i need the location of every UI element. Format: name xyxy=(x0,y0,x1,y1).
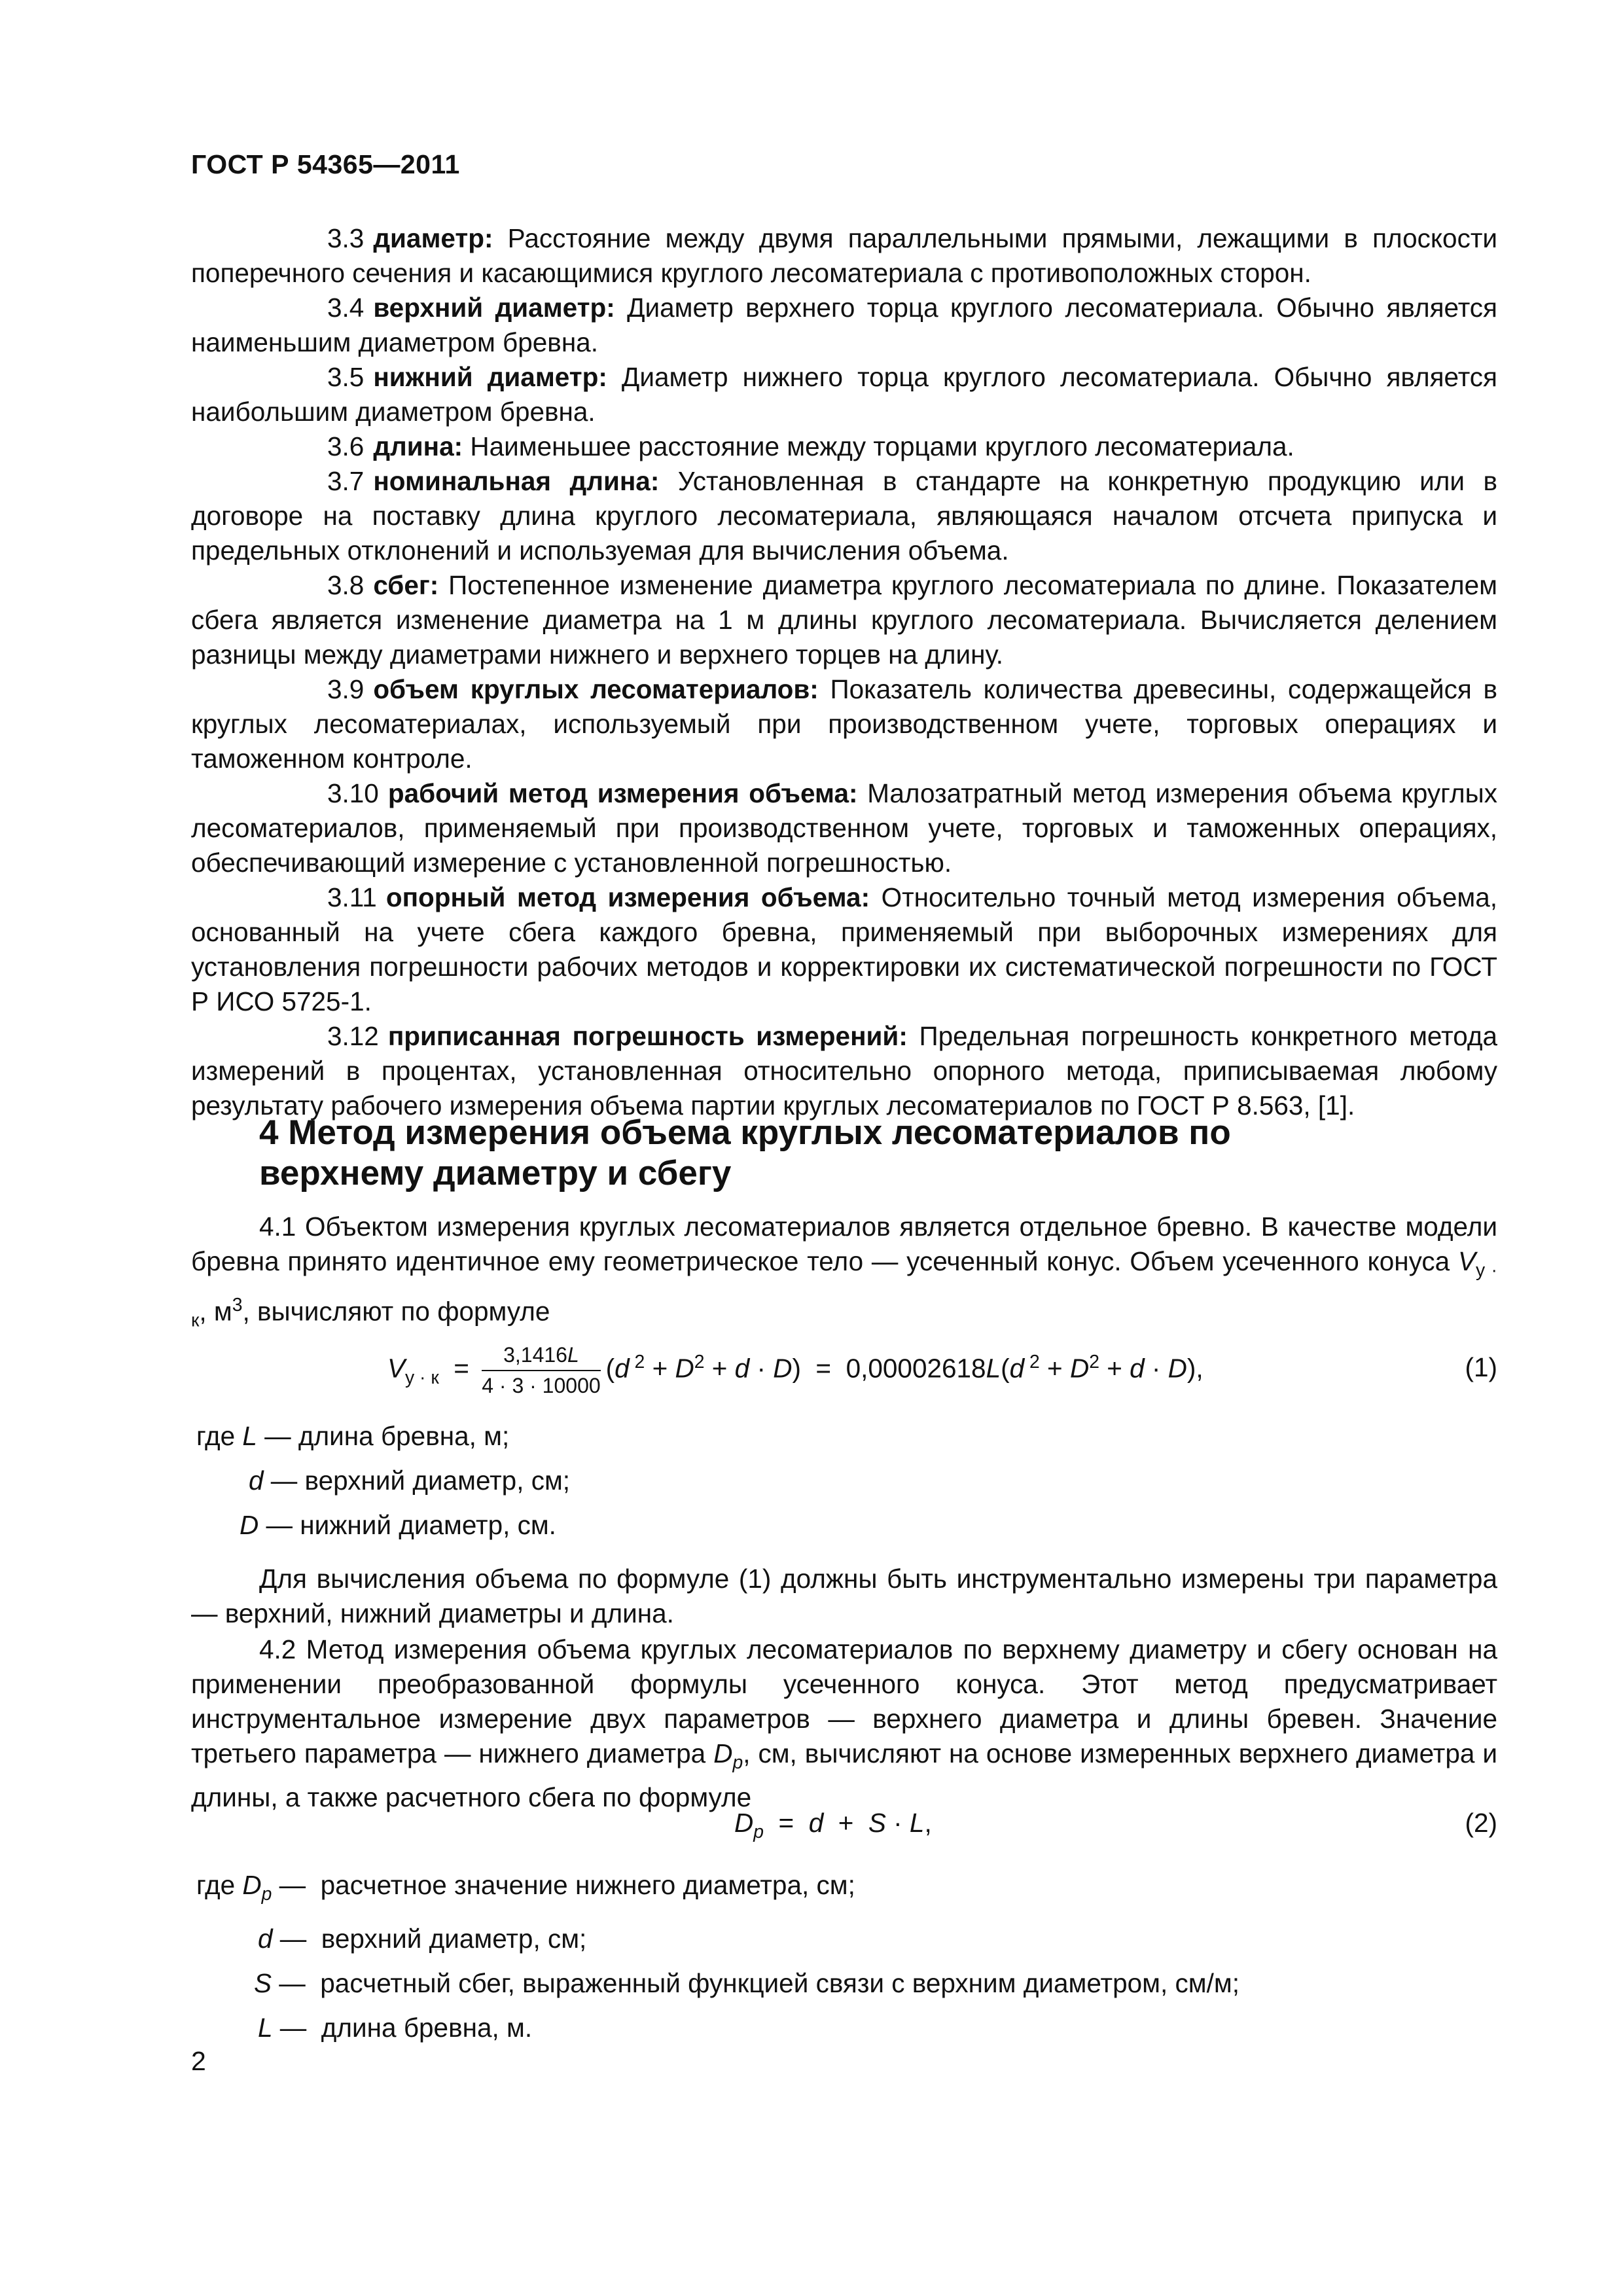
equation-number-2: (2) xyxy=(1465,1808,1497,1838)
paragraph-calc: Для вычисления объема по формуле (1) должны быть инструментально измерены три параметра — верхний, нижний диаметры и длина. xyxy=(191,1564,1497,1628)
definition-text: Предельная погрешность конкретного метода измерений в процентах, установленная относительно опорного метода, приписываемая любому результату рабочего измерения объема партии круглых лесоматериалов по ГОСТ Р 8.563, [1]. xyxy=(191,1021,1497,1121)
paragraph-4-2: 4.2 Метод измерения объема круглых лесоматериалов по верхнему диаметру и сбегу основан на применении преобразованной формулы усеченного конуса. Этот метод предусматривает инструментальное измерение двух параметров — верхнего диаметра и длины бревен. Значение третьего параметра — нижнего диаметра $D_p$, см, вычисляют на основе измеренных верхнего диаметра и длины, а также расчетного сбега по формуле xyxy=(191,1634,1497,1813)
equation-number-1: (1) xyxy=(1465,1352,1497,1382)
definition-text: Показатель количества древесины, содержащейся в круглых лесоматериалах, используемый при производственном учете, торговых операциях и таможенном контроле. xyxy=(191,674,1497,774)
formula-1: $V_{у \cdot к}$ = $\frac{3,1416L}{4 \cdot 3 \cdot 10000}$ (d $^2 + D^2 + d \cdot D) = 0,00002618L(d$ $^2 + D^2 + d \cdot D$), (1) xyxy=(387,1343,1497,1397)
definition-term: диаметр: xyxy=(373,223,493,253)
definition-term: номинальная длина: xyxy=(373,466,660,496)
definition-term: объем круглых лесоматериалов: xyxy=(373,674,819,704)
definition-3-10 xyxy=(191,776,1497,880)
definition-term: длина: xyxy=(373,431,463,461)
definition-number: 3.12 xyxy=(327,1021,379,1051)
definition-3-3 xyxy=(191,221,1497,291)
definition-number: 3.10 xyxy=(327,778,379,808)
document-header: ГОСТ Р 54365—2011 xyxy=(191,149,460,179)
definition-text: Постепенное изменение диаметра круглого лесоматериала по длине. Показателем сбега является изменение диаметра на 1 м длины круглого лесоматериала. Вычисляется делением разницы между диаметрами нижнего и верхнего торцев на длину. xyxy=(191,570,1497,670)
definition-text: Диаметр верхнего торца круглого лесоматериала. Обычно является наименьшим диаметром бревна. xyxy=(191,293,1497,357)
definitions-list xyxy=(191,221,1497,1123)
formula-2-legend: где $D_p$ — расчетное значение нижнего диаметра, см; d — верхний диаметр, см; S — расчетный сбег, выраженный функцией связи с верхним диаметром, см/м; L — длина бревна, м. xyxy=(196,1870,1240,2043)
definition-number: 3.5 xyxy=(327,362,365,392)
definition-3-6 xyxy=(191,429,1497,464)
definition-term: нижний диаметр: xyxy=(373,362,607,392)
definition-3-8 xyxy=(191,568,1497,672)
definition-number: 3.3 xyxy=(327,223,365,253)
definition-text: Установленная в стандарте на конкретную продукцию или в договоре на поставку длина круглого лесоматериала, являющаяся началом отсчета припуска и предельных отклонений и используемая для вычисления объема. xyxy=(191,466,1497,565)
definition-3-4 xyxy=(191,291,1497,360)
formula-1-fraction: $\frac{3,1416L}{4 \cdot 3 \cdot 10000}$ xyxy=(482,1343,601,1397)
definition-number: 3.11 xyxy=(327,882,377,912)
definition-text: Относительно точный метод измерения объема, основанный на учете сбега каждого бревна, применяемый при выборочных измерениях для установления погрешности рабочих методов и корректировки их систематической погрешности по ГОСТ Р ИСО 5725-1. xyxy=(191,882,1497,1016)
paragraph-4-1: 4.1 Объектом измерения круглых лесоматериалов является отдельное бревно. В качестве модели бревна принято идентичное ему геометрическое тело — усеченный конус. Объем усеченного конуса $V_{у \cdot к}$, $м^3$, вычисляют по формуле xyxy=(191,1211,1497,1331)
definition-text: Наименьшее расстояние между торцами круглого лесоматериала. xyxy=(470,431,1294,461)
page-number: 2 xyxy=(191,2046,206,2076)
definition-3-9 xyxy=(191,672,1497,776)
definition-3-7 xyxy=(191,464,1497,568)
definition-number: 3.9 xyxy=(327,674,365,704)
definition-number: 3.4 xyxy=(327,293,365,323)
definition-number: 3.7 xyxy=(327,466,365,496)
definition-term: опорный метод измерения объема: xyxy=(385,882,870,912)
definition-number: 3.8 xyxy=(327,570,365,600)
definition-text: Малозатратный метод измерения объема круглых лесоматериалов, применяемый при производственном учете, торговых и таможенных операциях, обеспечивающий измерение с установленной погрешностью. xyxy=(191,778,1498,878)
definition-term: рабочий метод измерения объема: xyxy=(387,778,858,808)
definition-3-12 xyxy=(191,1019,1497,1123)
definition-term: приписанная погрешность измерений: xyxy=(387,1021,908,1051)
definition-3-5 xyxy=(191,360,1497,429)
definition-text: Диаметр нижнего торца круглого лесоматериала. Обычно является наибольшим диаметром бревна. xyxy=(191,362,1497,427)
formula-1-legend: где L — длина бревна, м; d — верхний диаметр, см; D — нижний диаметр, см. xyxy=(196,1421,571,1540)
definition-3-11 xyxy=(191,880,1497,1019)
definition-text: Расстояние между двумя параллельными прямыми, лежащими в плоскости поперечного сечения и касающимися круглого лесоматериала с противоположных сторон. xyxy=(191,223,1497,288)
formula-2: $D_p = d + S \cdot L$, (2) xyxy=(734,1808,1497,1843)
definition-number: 3.6 xyxy=(327,431,365,461)
definition-term: верхний диаметр: xyxy=(373,293,615,323)
section-4-title: 4 Метод измерения объема круглых лесоматериалов по верхнему диаметру и сбегу xyxy=(259,1113,1231,1193)
definition-term: сбег: xyxy=(373,570,439,600)
